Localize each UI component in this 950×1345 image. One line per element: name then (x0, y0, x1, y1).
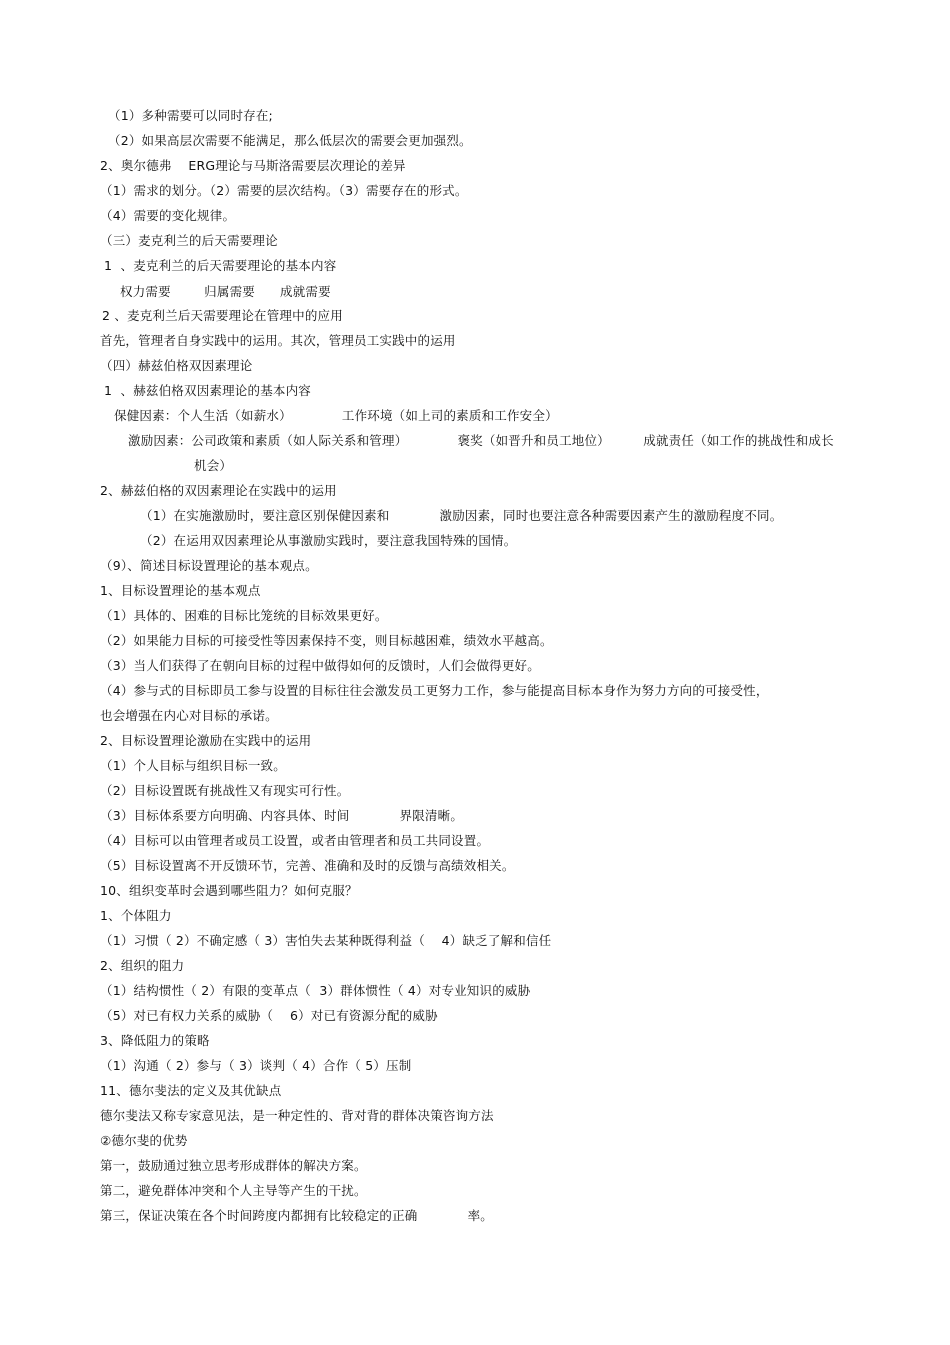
text-line: 10、组织变革时会遇到哪些阻力？如何克服？ (100, 883, 358, 898)
text-line: （2）在运用双因素理论从事激励实践时，要注意我国特殊的国情。 (140, 533, 517, 548)
text-line: 2、奥尔德弗 ERG理论与马斯洛需要层次理论的差异 (100, 158, 406, 173)
text-line: 首先，管理者自身实践中的运用。其次，管理员工实践中的运用 (100, 333, 456, 348)
text-line: （1）习惯（ 2）不确定感（ 3）害怕失去某种既得利益（ 4）缺乏了解和信任 (100, 933, 552, 948)
text-line: （1）沟通（ 2）参与（ 3）谈判（ 4）合作（ 5）压制 (100, 1058, 412, 1073)
text-line: （9）、简述目标设置理论的基本观点。 (100, 558, 318, 573)
text-line: 1 、麦克利兰的后天需要理论的基本内容 (104, 258, 337, 273)
text-line: （1）需求的划分。（2）需要的层次结构。（3）需要存在的形式。 (100, 183, 468, 198)
text-line: （1）在实施激励时，要注意区别保健因素和 激励因素，同时也要注意各种需要因素产生的激励程度不同。 (140, 508, 783, 523)
text-line: 2、赫兹伯格的双因素理论在实践中的运用 (100, 483, 337, 498)
text-line: （4）目标可以由管理者或员工设置，或者由管理者和员工共同设置。 (100, 833, 490, 848)
text-line: 2 、麦克利兰后天需要理论在管理中的应用 (102, 308, 343, 323)
text-line: 保健因素：个人生活（如薪水） 工作环境（如上司的素质和工作安全） (114, 408, 558, 423)
text-line: 第二，避免群体冲突和个人主导等产生的干扰。 (100, 1183, 367, 1198)
text-line: 也会增强在内心对目标的承诺。 (100, 708, 278, 723)
text-line: 权力需要 归属需要 成就需要 (120, 284, 331, 299)
text-line: 1、目标设置理论的基本观点 (100, 583, 261, 598)
text-line: 3、降低阻力的策略 (100, 1033, 210, 1048)
text-line: （5）目标设置离不开反馈环节，完善、准确和及时的反馈与高绩效相关。 (100, 858, 515, 873)
text-line: （5）对已有权力关系的威胁（ 6）对已有资源分配的威胁 (100, 1008, 438, 1023)
text-line: 11、德尔斐法的定义及其优缺点 (100, 1083, 282, 1098)
text-line: 第一，鼓励通过独立思考形成群体的解决方案。 (100, 1158, 367, 1173)
text-line: 德尔斐法又称专家意见法，是一种定性的、背对背的群体决策咨询方法 (100, 1108, 494, 1123)
text-line: 机会） (194, 458, 233, 473)
text-line: 1 、赫兹伯格双因素理论的基本内容 (104, 383, 312, 398)
text-line: （四）赫兹伯格双因素理论 (100, 358, 253, 373)
text-line: （1）多种需要可以同时存在; (108, 108, 273, 123)
text-line: （三）麦克利兰的后天需要理论 (100, 233, 278, 248)
text-line: （2）目标设置既有挑战性又有现实可行性。 (100, 783, 350, 798)
text-line: （1）个人目标与组织目标一致。 (100, 758, 286, 773)
text-line: 激励因素：公司政策和素质（如人际关系和管理） 褒奖（如晋升和员工地位） 成就责任（如工作的挑战性和成长 (128, 433, 834, 448)
text-line: 第三，保证决策在各个时间跨度内都拥有比较稳定的正确 率。 (100, 1208, 493, 1223)
text-line: （2）如果能力目标的可接受性等因素保持不变，则目标越困难，绩效水平越高。 (100, 633, 553, 648)
text-line: （3）当人们获得了在朝向目标的过程中做得如何的反馈时，人们会做得更好。 (100, 658, 540, 673)
text-line: （4）参与式的目标即员工参与设置的目标往往会激发员工更努力工作，参与能提高目标本身作为努力方向的可接受性， (100, 683, 769, 698)
text-line: （4）需要的变化规律。 (100, 208, 236, 223)
text-line: （3）目标体系要方向明确、内容具体、时间 界限清晰。 (100, 808, 464, 823)
text-line: ②德尔斐的优势 (100, 1133, 188, 1148)
text-line: （1）具体的、困难的目标比笼统的目标效果更好。 (100, 608, 388, 623)
text-line: （1）结构惯性（ 2）有限的变革点（ 3）群体惯性（ 4）对专业知识的威胁 (100, 983, 531, 998)
text-line: （2）如果高层次需要不能满足，那么低层次的需要会更加强烈。 (108, 133, 472, 148)
text-line: 1、个体阻力 (100, 908, 172, 923)
text-line: 2、目标设置理论激励在实践中的运用 (100, 733, 312, 748)
text-line: 2、组织的阻力 (100, 958, 185, 973)
